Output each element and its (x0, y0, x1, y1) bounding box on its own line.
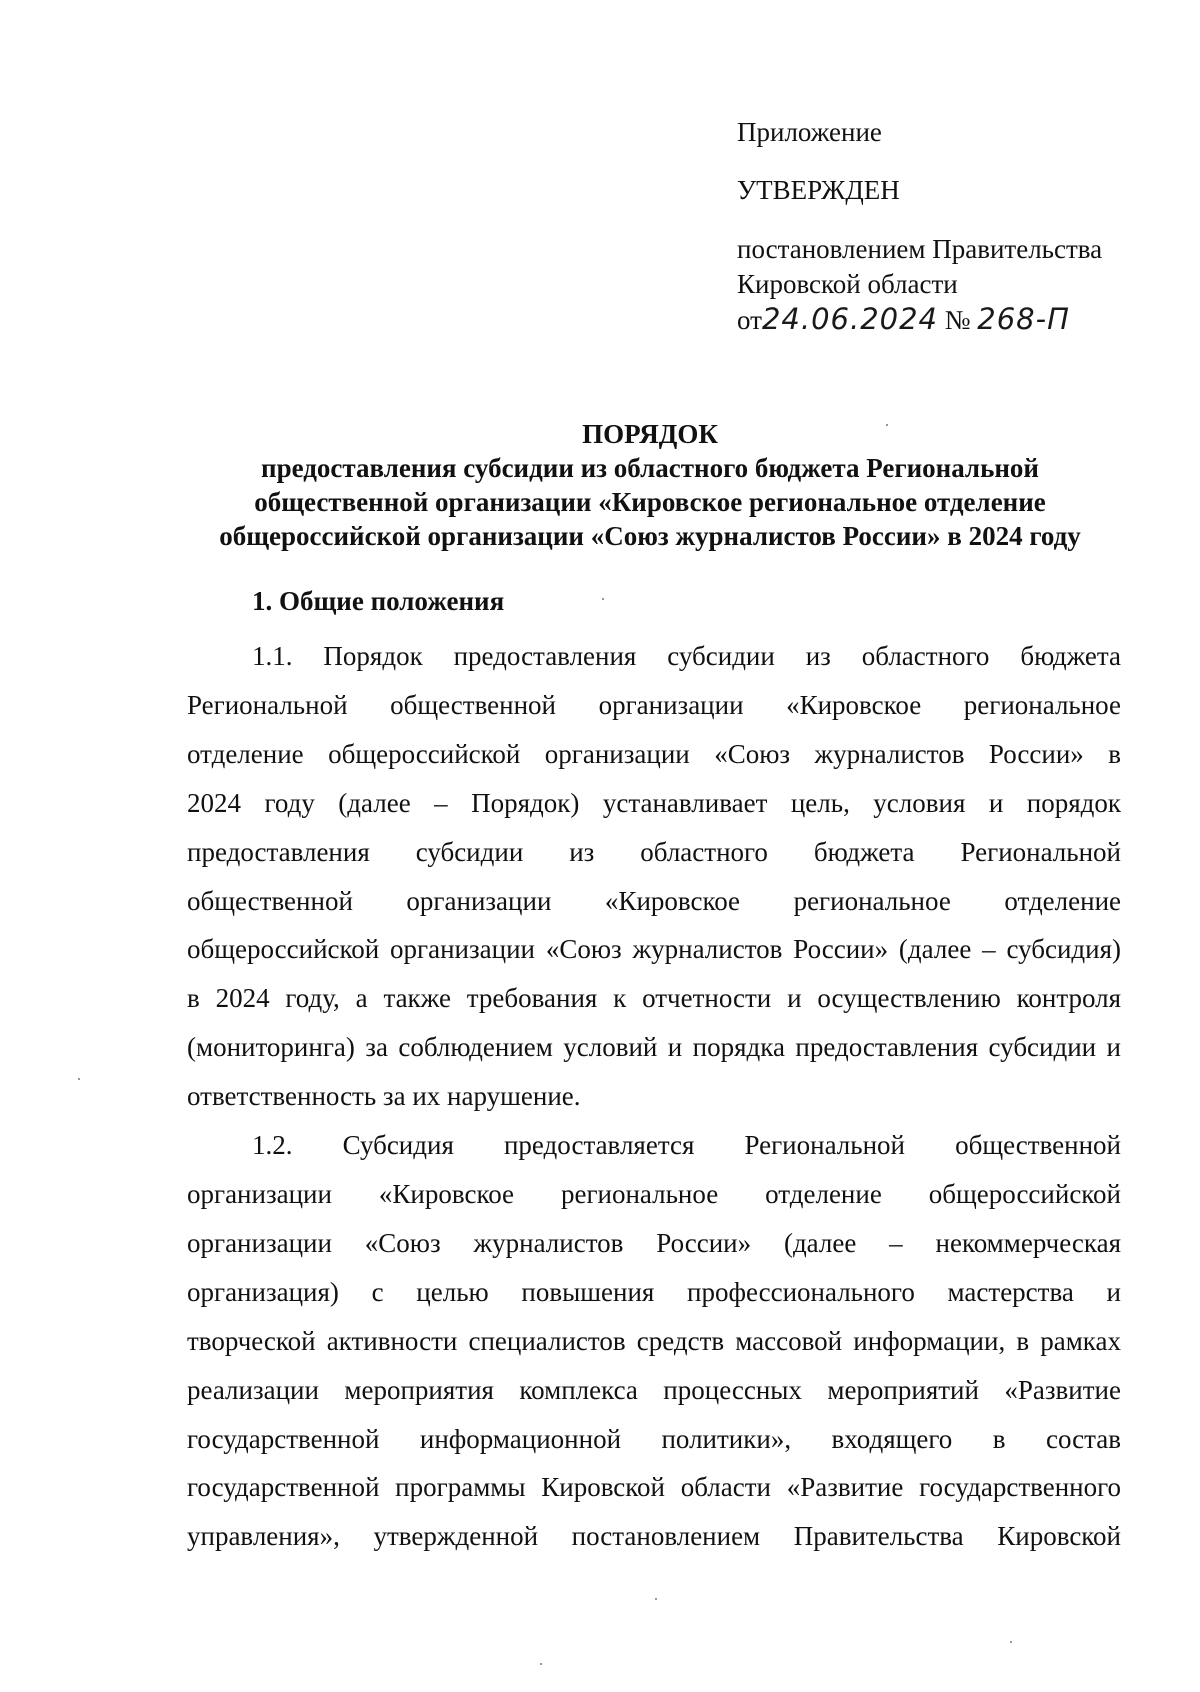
date-prefix: от (737, 305, 762, 335)
scan-speck (78, 1078, 80, 1080)
paragraph-line: общероссийской организации «Союз журналистов России» (далее – субсидия) (187, 934, 1121, 965)
paragraph-line: организация) с целью повышения профессионального мастерства и (187, 1276, 1121, 1307)
appendix-label: Приложение (737, 117, 882, 147)
paragraph-line: реализации мероприятия комплекса процессных мероприятий «Развитие (187, 1374, 1121, 1405)
scan-speck (602, 598, 604, 600)
paragraph-line: предоставления субсидии из областного бюджета Региональной (187, 836, 1121, 867)
paragraph-line: в 2024 году, а также требования к отчетности и осуществлению контроля (187, 983, 1121, 1014)
paragraph-1-2 (187, 1121, 1121, 1561)
paragraph-line: отделение общероссийской организации «Союз журналистов России» в (187, 738, 1121, 769)
approved-by-line-2: Кировской области (737, 269, 958, 299)
document-body (187, 632, 1121, 1561)
paragraph-line: 1.1. Порядок предоставления субсидии из областного бюджета (252, 641, 1121, 671)
paragraph-1-1 (187, 632, 1121, 1121)
paragraph-line: 1.2. Субсидия предоставляется Региональной общественной (252, 1130, 1121, 1161)
approval-block (737, 115, 1137, 338)
number-prefix: № (944, 305, 971, 335)
paragraph-line: организации «Союз журналистов России» (далее – некоммерческая (187, 1227, 1121, 1258)
scan-speck (1010, 1641, 1012, 1643)
date-number-line (737, 302, 1137, 338)
title-heading: ПОРЯДОК (582, 419, 718, 449)
approved-label: УТВЕРЖДЕН (737, 175, 900, 205)
section-heading: 1. Общие положения (252, 586, 505, 616)
approved-by-line-1: постановлением Правительства (737, 234, 1103, 264)
title-line-2: общественной организации «Кировское региональное отделение (254, 487, 1046, 517)
paragraph-line: Региональной общественной организации «Кировское региональное (187, 689, 1121, 720)
handwritten-date: 24.06.2024 (761, 302, 938, 336)
paragraph-line: государственной программы Кировской области «Развитие государственного (187, 1472, 1121, 1503)
paragraph-line: (мониторинга) за соблюдением условий и порядка предоставления субсидии и (187, 1032, 1121, 1063)
title-line-1: предоставления субсидии из областного бюджета Региональной (261, 453, 1039, 483)
scan-speck (540, 1663, 542, 1665)
paragraph-line: ответственность за их нарушение. (187, 1081, 581, 1112)
scan-speck (886, 424, 888, 426)
paragraph-line: управления», утвержденной постановлением Правительства Кировской (187, 1521, 1121, 1552)
paragraph-line: организации «Кировское региональное отделение общероссийской (187, 1178, 1121, 1209)
paragraph-line: общественной организации «Кировское региональное отделение (187, 885, 1121, 916)
title-line-3: общероссийской организации «Союз журналистов России» в 2024 году (219, 521, 1081, 551)
paragraph-line: творческой активности специалистов средств массовой информации, в рамках (187, 1325, 1121, 1356)
handwritten-number: 268-П (977, 302, 1070, 336)
document-title (180, 417, 1120, 553)
paragraph-line: 2024 году (далее – Порядок) устанавливает цель, условия и порядок (187, 787, 1121, 818)
paragraph-line: государственной информационной политики», входящего в состав (187, 1423, 1121, 1454)
scan-speck (655, 1598, 657, 1600)
